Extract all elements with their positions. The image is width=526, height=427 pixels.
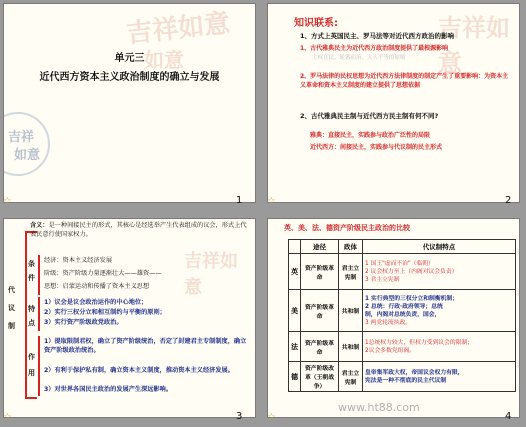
answer-1-detail: 主权在民、轮番而治、人人平等的原则 (312, 55, 406, 61)
slide-number-3: 3 (236, 411, 243, 422)
polity-cell: 君主立宪制 (339, 254, 363, 290)
bracket-role (38, 336, 40, 396)
effect-3: 3）对世界各国民主政治的发展产生深远影响。 (44, 386, 173, 393)
slide-number-1: 1 (236, 195, 243, 206)
country-cell: 德 (289, 362, 301, 392)
unit-label: 单元三 (114, 53, 145, 64)
feature-cell: 1 实行典型的三权分立和制衡机制； 2 总统：行政·政府领导；总统 制，内阁对总统负责，国会， 3 两党轮流执政。 (363, 290, 516, 332)
role-label: 作 用 (28, 353, 35, 377)
feature-3: 3）实行资产阶级政党政治。 (44, 319, 123, 326)
path-cell: 资产阶级革命 (301, 332, 339, 362)
feature-2: 2）实行三权分立和相互制约与平衡的原则； (44, 309, 166, 316)
path-cell: 资产阶级改革（王朝战争） (301, 362, 339, 392)
feature-1: 1）议会是议会政治运作的中心地位； (44, 299, 148, 306)
bracket-bottom (25, 397, 37, 399)
table-row (289, 362, 516, 392)
feature-cell: 皇帝集军政大权，帝国议会权力有限， 宪法是一种不彻底的民主代议制 (363, 362, 516, 392)
cond-thought: 思想：启蒙运动和传播了资本主义思想 (44, 283, 150, 290)
answer-athens: 雅典：直接民主，实践参与政治广泛性的局限 (310, 132, 431, 139)
country-cell: 美 (289, 290, 301, 332)
slide-thumbnail-1[interactable] (3, 3, 256, 203)
slide-thumbnail-2[interactable] (267, 3, 520, 203)
transition-star-icon[interactable]: ☆ (3, 412, 12, 423)
seal-text-1: 吉祥 (8, 130, 35, 145)
cond-economy: 经济：资本主义经济发展 (44, 257, 113, 264)
table-row (289, 254, 516, 290)
table-header-row (289, 240, 516, 254)
transition-star-icon[interactable]: ☆ (267, 196, 276, 207)
effect-1: 1）提取限制君权，确立了资产阶级统治，否定了封建君主专制制度，确立资产阶级政治统治。 (44, 338, 247, 354)
deco-calligraphy: 吉祥如意 (184, 251, 238, 298)
polity-cell: 君主立宪制 (339, 362, 363, 392)
slide-number-4: 4 (505, 411, 512, 422)
answer-modern: 近代西方：间接民主，实践参与代议制的民主形式 (310, 144, 443, 151)
comparison-title: 英、美、法、德资产阶级民主政治的比较 (284, 224, 410, 232)
vertical-title: 代 议 制 (8, 286, 15, 330)
watermark: www.ht88.com (338, 401, 420, 414)
deco-calligraphy: 吉祥如意 (124, 8, 232, 50)
transition-star-icon[interactable]: ☆ (267, 412, 276, 423)
table-header: 代议制特点 (363, 240, 516, 254)
table-header (289, 240, 301, 254)
answer-1: 1、古代雅典民主为近代西方政治制度提供了最根源影响 (300, 45, 449, 52)
slide-thumbnail-4[interactable] (267, 218, 520, 418)
bracket-char (38, 297, 40, 331)
question-2: 2、古代雅典民主制与近代西方民主制有何不同? (300, 112, 439, 120)
definition: 含义：是一种间接民主的形式，其核心是经选举产生代表组成的议会，形式上代表民意行使国家权力。 (30, 222, 247, 238)
deco-calligraphy-2: 如意 (144, 48, 184, 72)
polity-cell: 共和制 (339, 332, 363, 362)
transition-star-icon[interactable]: ☆ (3, 196, 12, 207)
table-row (289, 290, 516, 332)
path-cell: 资产阶级革命 (301, 254, 339, 290)
bracket-cond (38, 255, 40, 295)
polity-cell: 共和制 (339, 290, 363, 332)
table-row (289, 332, 516, 362)
answer-2: 2、罗马法律的民权思想为近代西方法律制度的制定产生了重要影响：为资本主义革命和资本主义制度的建立提供了思想依据 (300, 73, 509, 89)
seal-text-2: 如意 (14, 148, 41, 163)
table-header: 途径 (301, 240, 339, 254)
slide-thumbnail-3[interactable] (3, 218, 256, 418)
slide-number-2: 2 (505, 195, 512, 206)
cond-label: 条 件 (28, 260, 35, 282)
feature-cell: 1 国王"虚而不治"（临朝） 2 议会权力至上（内阁对议会负责） 3 君主立宪制 (363, 254, 516, 290)
table-header: 政体 (339, 240, 363, 254)
effect-2: 2）有利于保护私有制，确立资本主义制度，推动资本主义经济发展。 (44, 367, 234, 374)
comparison-table (288, 239, 516, 392)
section-heading: 知识联系: (294, 18, 338, 29)
deco-calligraphy: 吉祥如意 (438, 13, 510, 77)
bracket-line (25, 231, 27, 399)
question-1: 1、方式上英国民主、罗马法等对近代西方政治的影响 (300, 32, 455, 40)
char-label: 特 点 (28, 305, 35, 327)
slide-title: 近代西方资本主义政治制度的确立与发展 (39, 72, 220, 83)
path-cell: 资产阶级革命 (301, 290, 339, 332)
feature-cell: 1总统权力较大，但权力受到议会的限制； 2议会多数党组阁。 (363, 332, 516, 362)
cond-class: 阶级：资产阶级力量逐渐壮大——雄资—— (44, 270, 162, 277)
country-cell: 法 (289, 332, 301, 362)
country-cell: 英 (289, 254, 301, 290)
